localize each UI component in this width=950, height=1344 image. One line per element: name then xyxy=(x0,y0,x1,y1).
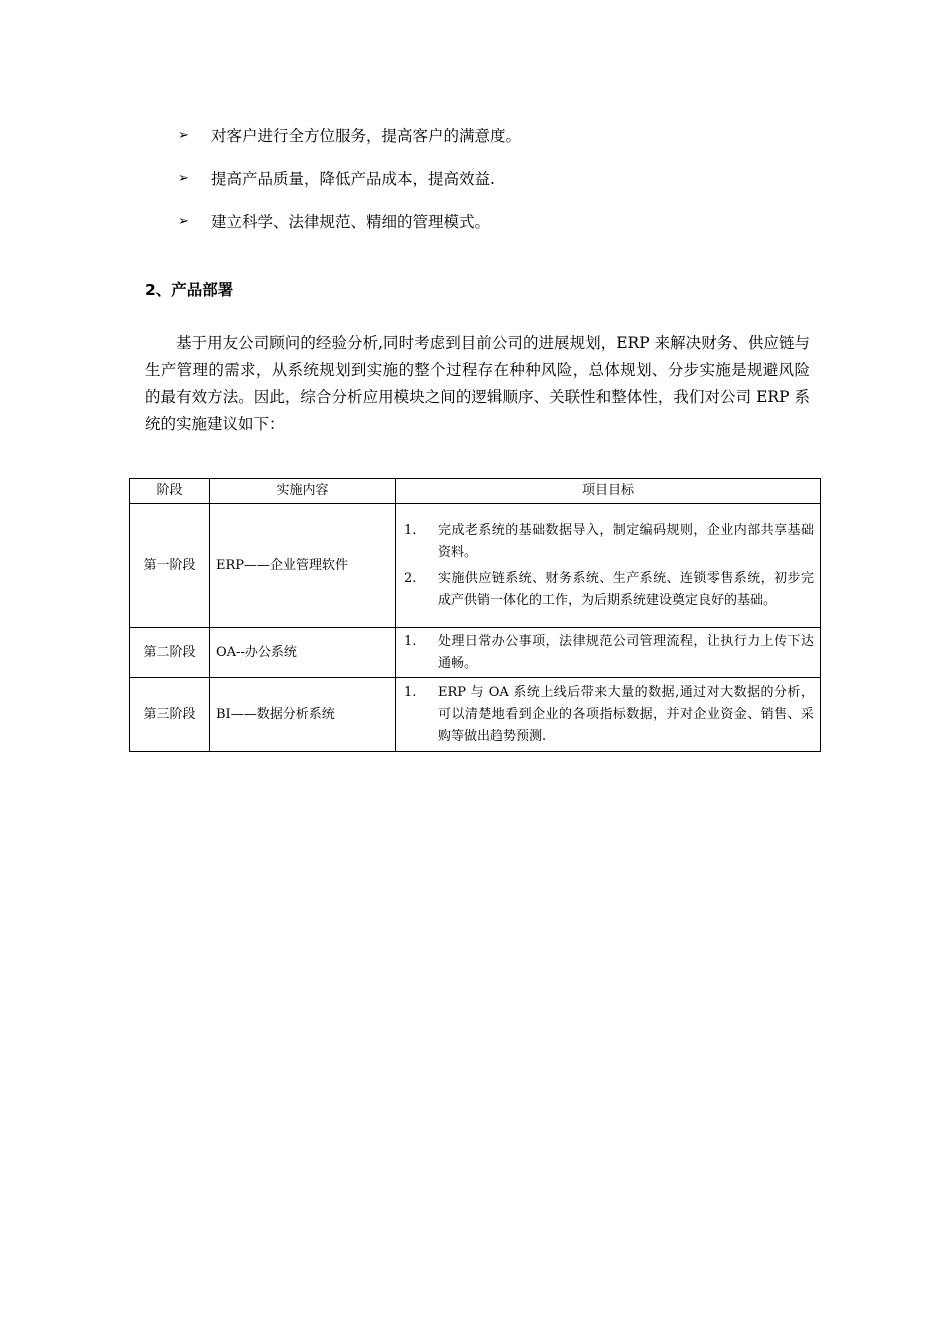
goal-item xyxy=(402,631,814,675)
implementation-plan-table xyxy=(129,478,821,752)
goal-item xyxy=(402,682,814,748)
goal-number: 1. xyxy=(404,522,417,538)
goal-number: 2. xyxy=(404,570,417,586)
header-goal: 项目目标 xyxy=(396,479,821,504)
goal-item xyxy=(402,568,814,612)
bullet-text: 对客户进行全方位服务，提高客户的满意度。 xyxy=(211,127,522,145)
arrow-bullet-icon: ➢ xyxy=(178,171,189,186)
stage-cell: 第三阶段 xyxy=(130,678,210,752)
bullet-item xyxy=(178,167,818,210)
content-cell: ERP——企业管理软件 xyxy=(210,504,396,628)
table-row xyxy=(130,678,821,752)
goal-text: 处理日常办公事项，法律规范公司管理流程，让执行力上传下达通畅。 xyxy=(438,633,814,671)
goal-item xyxy=(402,520,814,564)
arrow-bullet-icon: ➢ xyxy=(178,214,189,229)
bullet-list xyxy=(178,124,818,253)
header-stage: 阶段 xyxy=(130,479,210,504)
bullet-text: 建立科学、法律规范、精细的管理模式。 xyxy=(211,213,491,231)
stage-cell: 第二阶段 xyxy=(130,628,210,678)
arrow-bullet-icon: ➢ xyxy=(178,128,189,143)
intro-paragraph: 基于用友公司顾问的经验分析,同时考虑到目前公司的进展规划，ERP 来解决财务、供应链与生产管理的需求，从系统规划到实施的整个过程存在种种风险，总体规划、分步实施是规避风险的最有效方法。因此，综合分析应用模块之间的逻辑顺序、关联性和整体性，我们对公司 ERP 系统的实施建议如下： xyxy=(145,334,810,433)
header-content: 实施内容 xyxy=(210,479,396,504)
goal-number: 1. xyxy=(404,684,417,700)
goal-text: ERP 与 OA 系统上线后带来大量的数据,通过对大数据的分析，可以清楚地看到企业的各项指标数据，并对企业资金、销售、采购等做出趋势预测. xyxy=(438,684,814,744)
goal-text: 实施供应链系统、财务系统、生产系统、连锁零售系统，初步完成产供销一体化的工作，为后期系统建设奠定良好的基础。 xyxy=(438,570,814,608)
bullet-item xyxy=(178,210,818,253)
goal-cell xyxy=(396,504,821,628)
goal-cell xyxy=(396,678,821,752)
section-heading: 2、产品部署 xyxy=(145,281,234,299)
bullet-text: 提高产品质量，降低产品成本，提高效益. xyxy=(211,170,495,188)
goal-text: 完成老系统的基础数据导入，制定编码规则，企业内部共享基础资料。 xyxy=(438,522,814,560)
stage-cell: 第一阶段 xyxy=(130,504,210,628)
content-cell: BI——数据分析系统 xyxy=(210,678,396,752)
bullet-item xyxy=(178,124,818,167)
content-cell: OA--办公系统 xyxy=(210,628,396,678)
goal-number: 1. xyxy=(404,633,417,649)
table-row xyxy=(130,504,821,628)
table-header-row xyxy=(130,479,821,504)
table-row xyxy=(130,628,821,678)
goal-cell xyxy=(396,628,821,678)
